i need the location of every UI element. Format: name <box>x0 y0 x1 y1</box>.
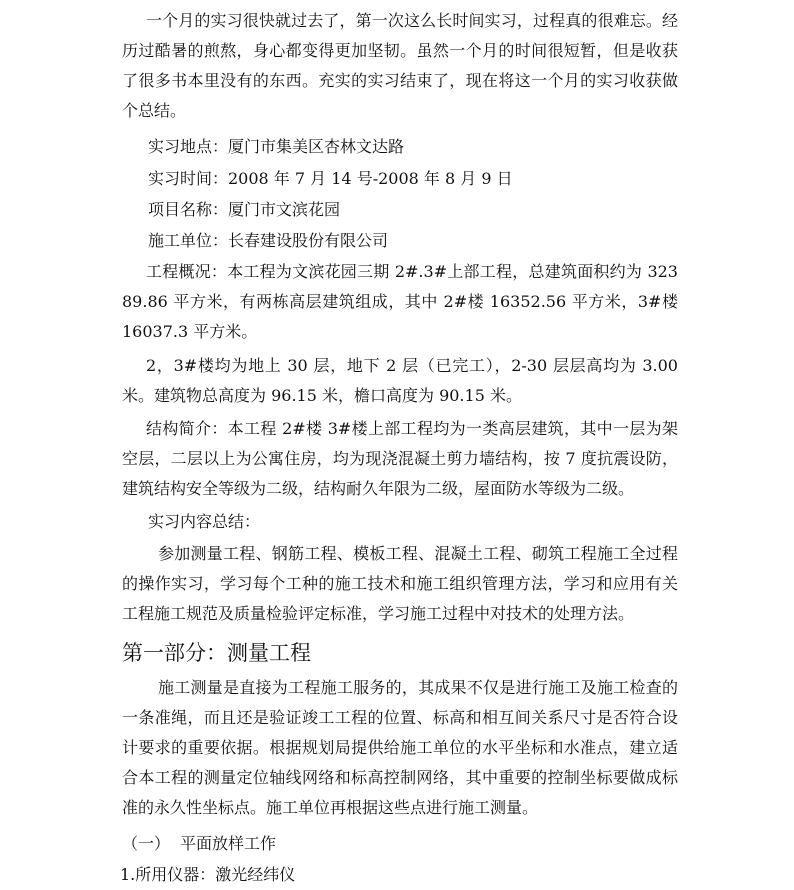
construction-company: 施工单位：长春建设股份有限公司 <box>148 231 389 250</box>
internship-location: 实习地点：厦门市集美区杏林文达路 <box>148 137 405 156</box>
project-name: 项目名称：厦门市文滨花园 <box>148 200 341 219</box>
section-body-paragraph: 施工测量是直接为工程施工服务的，其成果不仅是进行施工及施工检查的一条准绳，而且还是验证竣工工程的位置、标高和相互间关系尺寸是否符合设计要求的重要依据。根据规划局提供给施工单位的水平坐标和水准点，建立适合本工程的测量定位轴线网络和标高控制网络，其中重要的控制坐标要做成标准的永久性坐标点。施工单位再根据这些点进行施工测量。 <box>122 678 678 817</box>
internship-time: 实习时间：2008 年 7 月 14 号-2008 年 8 月 9 日 <box>148 169 513 188</box>
summary-paragraph: 参加测量工程、钢筋工程、模板工程、混凝土工程、砌筑工程施工全过程的操作实习，学习每个工种的施工技术和施工组织管理方法，学习和应用有关工程施工规范及质量检验评定标准，学习施工过程中对技术的处理方法。 <box>122 544 678 623</box>
subsection-title: 平面放样工作 <box>180 834 277 853</box>
summary-label: 实习内容总结： <box>148 512 261 531</box>
structure-paragraph: 结构简介：本工程 2#楼 3#楼上部工程均为一类高层建筑，其中一层为架空层，二层以上为公寓住房，均为现浇混凝土剪力墙结构，按 7 度抗震设防，建筑结构安全等级为二级，结构耐久年限为二级，屋面防水等级为二级。 <box>122 419 678 498</box>
subsection-number: （一） <box>122 834 171 853</box>
project-overview-paragraph: 工程概况：本工程为文滨花园三期 2#.3#上部工程，总建筑面积约为 32389.86 平方米，有两栋高层建筑组成，其中 2#楼 16352.56 平方米，3#楼 16037.3 平方米。 <box>122 262 678 341</box>
floors-paragraph: 2，3#楼均为地上 30 层，地下 2 层（已完工），2-30 层层高均为 3.00 米。建筑物总高度为 96.15 米，檐口高度为 90.15 米。 <box>122 356 678 405</box>
instrument-item: 1.所用仪器：激光经纬仪 <box>120 865 296 884</box>
section-title: 第一部分：测量工程 <box>122 641 311 665</box>
intro-paragraph: 一个月的实习很快就过去了，第一次这么长时间实习，过程真的很难忘。经历过酷暑的煎熬，身心都变得更加坚韧。虽然一个月的时间很短暂，但是收获了很多书本里没有的东西。充实的实习结束了，现在将这一个月的实习收获做个总结。 <box>122 11 678 120</box>
